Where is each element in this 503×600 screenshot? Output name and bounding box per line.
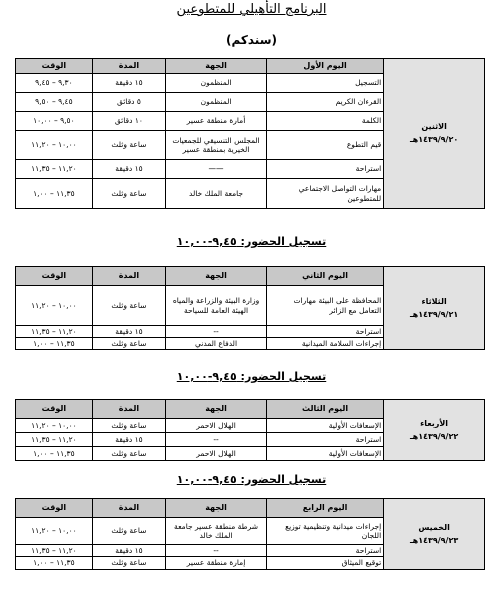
entity-header: الجهة [166, 59, 267, 74]
day-name: الاثنين [421, 122, 447, 131]
day-date: ١٤٣٩/٩/٢٢هـ [409, 431, 459, 441]
session-duration: ساعة وثلث [92, 338, 165, 350]
session-entity: إمارة منطقة عسير [166, 557, 267, 570]
session-time: ١٠,٠٠ – ١١,٢٠ [16, 286, 93, 326]
session-entity: جامعة الملك خالد [166, 179, 267, 209]
session-duration: ١٥ دقيقة [92, 160, 165, 179]
session-duration: ساعة وثلث [92, 419, 165, 433]
day-title-header: اليوم الثاني [266, 267, 383, 286]
session-time: ١١,٣٥ – ١,٠٠ [16, 447, 93, 461]
session-duration: ٥ دقائق [92, 93, 165, 112]
session-time: ١١,٢٠ – ١١,٣٥ [16, 160, 93, 179]
session-time: ١٠,٠٠ – ١١,٢٠ [16, 518, 93, 545]
day-date: ١٤٣٩/٩/٢٠هـ [409, 135, 459, 144]
time-header: الوقت [16, 267, 93, 286]
day-name: الثلاثاء [421, 296, 447, 306]
day-date: ١٤٣٩/٩/٢١هـ [409, 309, 459, 319]
entity-header: الجهة [166, 400, 267, 419]
session-time: ٩,٥٠ – ١٠,٠٠ [16, 112, 93, 131]
session-duration: ساعة وثلث [92, 518, 165, 545]
page-title: البرنامج التأهيلي للمتطوعين [176, 2, 327, 17]
session-duration: ١٥ دقيقة [92, 433, 165, 447]
session-time: ١١,٣٥ – ١,٠٠ [16, 179, 93, 209]
session-entity: الدفاع المدني [166, 338, 267, 350]
session-item: توقيع الميثاق [266, 557, 383, 570]
session-time: ٩,٣٠ – ٩,٤٥ [16, 74, 93, 93]
session-entity: وزارة البيئة والزراعة والمياه الهيئة العامة للسياحة [166, 286, 267, 326]
session-item: قيم التطوع [266, 131, 383, 160]
session-item: مهارات التواصل الاجتماعي للمتطوعين [266, 179, 383, 209]
time-header: الوقت [16, 499, 93, 518]
day-name: الخميس [418, 522, 450, 532]
day-cell [384, 59, 485, 209]
session-item: التسجيل [266, 74, 383, 93]
day-name: الأربعاء [420, 418, 449, 428]
session-entity: أمارة منطقة عسير [166, 112, 267, 131]
session-duration: ١٥ دقيقة [92, 326, 165, 338]
duration-header: المدة [92, 59, 165, 74]
session-item: استراحة [266, 326, 383, 338]
duration-header: المدة [92, 267, 165, 286]
session-item: استراحة [266, 160, 383, 179]
day-title-header: اليوم الثالث [266, 400, 383, 419]
session-duration: ساعة وثلث [92, 447, 165, 461]
attendance-note: تسجيل الحضور: ٩,٤٥-١٠,٠٠ [176, 473, 327, 486]
entity-header: الجهة [166, 267, 267, 286]
session-time: ١١,٣٥ – ١,٠٠ [16, 338, 93, 350]
time-header: الوقت [16, 59, 93, 74]
session-entity: الهلال الاحمر [166, 447, 267, 461]
session-duration: ساعة وثلث [92, 286, 165, 326]
session-item: إجراءات ميدانية وتنظيمية توزيع اللجان [266, 518, 383, 545]
session-time: ١١,٣٥ – ١,٠٠ [16, 557, 93, 570]
header-row [16, 499, 485, 518]
day-table [15, 399, 485, 461]
header-row [16, 59, 485, 74]
session-time: ١١,٢٠ – ١١,٣٥ [16, 545, 93, 557]
session-item: الإسعافات الأولية [266, 447, 383, 461]
session-time: ١٠,٠٠ – ١١,٢٠ [16, 419, 93, 433]
day-date: ١٤٣٩/٩/٢٣هـ [409, 535, 459, 545]
session-entity: -- [166, 326, 267, 338]
time-header: الوقت [16, 400, 93, 419]
duration-header: المدة [92, 400, 165, 419]
session-item: الإسعافات الأولية [266, 419, 383, 433]
day-cell [384, 267, 485, 350]
attendance-note: تسجيل الحضور: ٩,٤٥-١٠,٠٠ [176, 235, 327, 248]
session-entity: -- [166, 433, 267, 447]
session-entity: -- [166, 545, 267, 557]
entity-header: الجهة [166, 499, 267, 518]
session-item: المحافظة على البيئة مهارات التعامل مع الزائر [266, 286, 383, 326]
session-time: ١١,٢٠ – ١١,٣٥ [16, 326, 93, 338]
attendance-note: تسجيل الحضور: ٩,٤٥-١٠,٠٠ [176, 370, 327, 383]
session-duration: ١٠ دقائق [92, 112, 165, 131]
duration-header: المدة [92, 499, 165, 518]
day-title-header: اليوم الأول [266, 59, 383, 74]
session-entity: —— [166, 160, 267, 179]
session-entity: المنظمون [166, 93, 267, 112]
session-time: ٩,٤٥ – ٩,٥٠ [16, 93, 93, 112]
session-entity: المنظمون [166, 74, 267, 93]
header-row [16, 400, 485, 419]
session-time: ١١,٢٠ – ١١,٣٥ [16, 433, 93, 447]
day-cell [384, 400, 485, 461]
day-cell [384, 499, 485, 570]
page-subtitle: (سندكم) [226, 33, 277, 47]
session-time: ١٠,٠٠ – ١١,٢٠ [16, 131, 93, 160]
session-duration: ساعة وثلث [92, 179, 165, 209]
session-item: القرءان الكريم [266, 93, 383, 112]
day-table [15, 266, 485, 350]
session-entity: المجلس التنسيقي للجمعيات الخيرية بمنطقة عسير [166, 131, 267, 160]
day-table [15, 498, 485, 570]
session-item: إجراءات السلامة الميدانية [266, 338, 383, 350]
session-duration: ساعة وثلث [92, 557, 165, 570]
day-table [15, 58, 485, 209]
session-entity: شرطة منطقة عسير جامعة الملك خالد [166, 518, 267, 545]
session-item: الكلمة [266, 112, 383, 131]
session-item: استراحة [266, 433, 383, 447]
session-duration: ساعة وثلث [92, 131, 165, 160]
day-title-header: اليوم الرابع [266, 499, 383, 518]
session-entity: الهلال الاحمر [166, 419, 267, 433]
session-duration: ١٥ دقيقة [92, 74, 165, 93]
header-row [16, 267, 485, 286]
session-duration: ١٥ دقيقة [92, 545, 165, 557]
session-item: استراحة [266, 545, 383, 557]
